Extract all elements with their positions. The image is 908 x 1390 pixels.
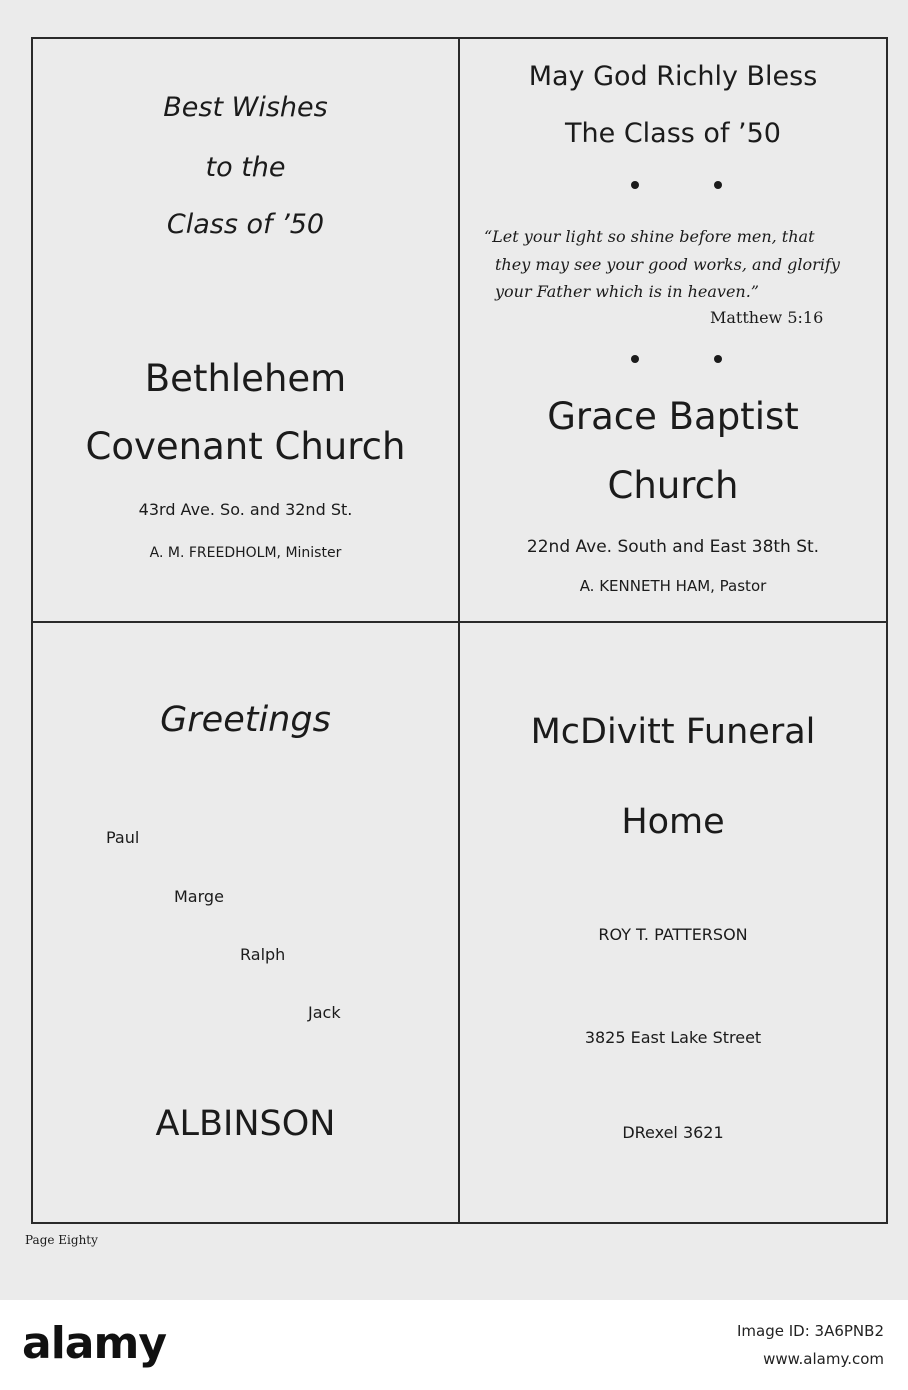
bullet-dot (714, 355, 722, 363)
church-address: 22nd Ave. South and East 38th St. (526, 537, 820, 557)
scripture-line-1: “Let your light so shine before men, that (484, 227, 815, 246)
church-name-line-2: Covenant Church (85, 425, 406, 468)
bullet-dot (631, 181, 639, 189)
church-pastor: A. KENNETH HAM, Pastor (579, 577, 767, 595)
business-name-line-1: McDivitt Funeral (530, 712, 816, 752)
church-name-line-1: Bethlehem (144, 357, 347, 400)
business-phone: DRexel 3621 (622, 1123, 724, 1142)
family-name: ALBINSON (155, 1104, 336, 1144)
watermark-url: www.alamy.com (763, 1350, 884, 1368)
church-minister: A. M. FREEDHOLM, Minister (149, 545, 342, 561)
family-member-name: Marge (174, 887, 224, 906)
family-member-name: Ralph (240, 945, 286, 964)
bless-line-2: The Class of ’50 (565, 118, 781, 149)
bless-line-1: May God Richly Bless (528, 61, 818, 92)
wish-line-1: Best Wishes (163, 92, 328, 123)
greeting-heading: Greetings (160, 700, 331, 740)
church-name-line-1: Grace Baptist (547, 395, 799, 438)
business-proprietor: ROY T. PATTERSON (598, 925, 748, 944)
alamy-logo (22, 1318, 166, 1369)
bullet-dot (631, 355, 639, 363)
church-address: 43rd Ave. So. and 32nd St. (138, 500, 353, 519)
family-member-name: Jack (308, 1003, 341, 1022)
business-address: 3825 East Lake Street (584, 1028, 762, 1047)
scripture-line-2: they may see your good works, and glorify (495, 255, 840, 274)
scripture-line-3: your Father which is in heaven.” (495, 282, 759, 301)
family-member-name: Paul (106, 828, 140, 847)
wish-line-2: to the (205, 152, 286, 183)
business-name-line-2: Home (621, 802, 725, 842)
image-id: Image ID: 3A6PNB2 (737, 1322, 884, 1340)
wish-line-3: Class of ’50 (166, 209, 325, 240)
page-number-label: Page Eighty (25, 1233, 98, 1247)
bullet-dot (714, 181, 722, 189)
scripture-citation: Matthew 5:16 (710, 308, 824, 327)
horizontal-divider (33, 621, 886, 623)
church-name-line-2: Church (607, 464, 739, 507)
alamy-logo-text: alamy (22, 1318, 166, 1369)
